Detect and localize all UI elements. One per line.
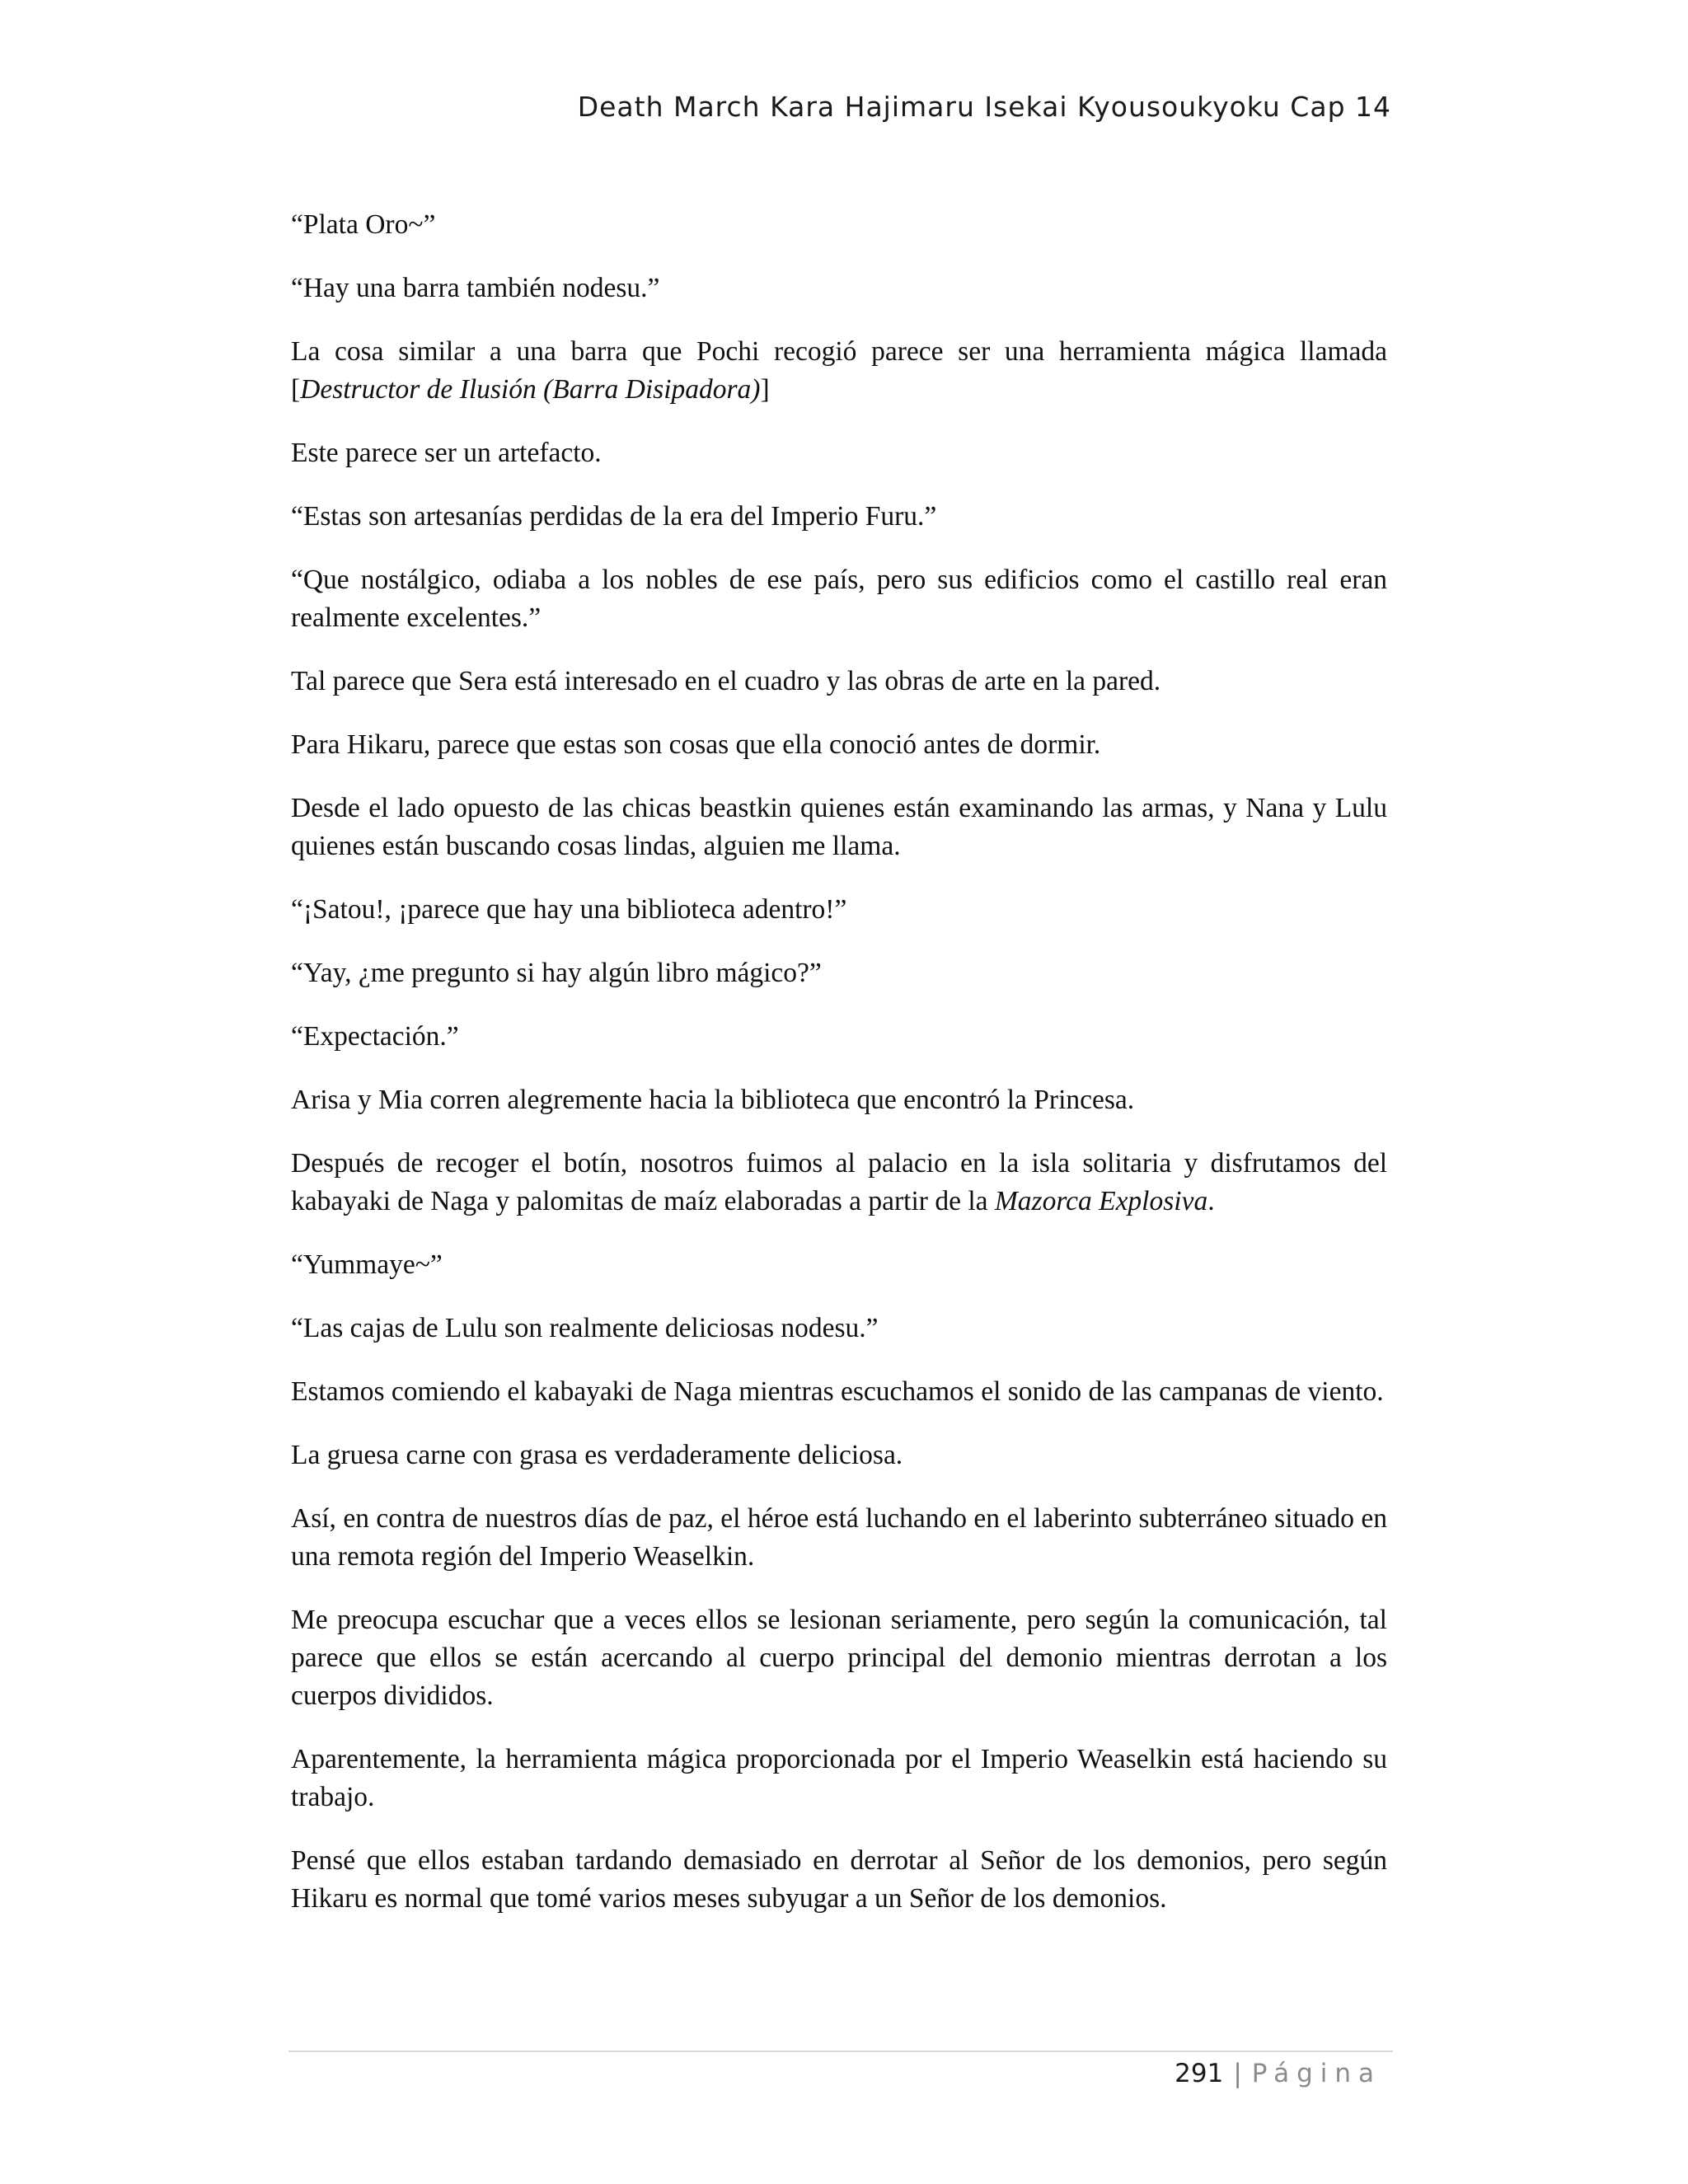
paragraph: “Las cajas de Lulu son realmente deliciosas nodesu.” bbox=[291, 1313, 879, 1343]
paragraph: Tal parece que Sera está interesado en el cuadro y las obras de arte en la pared. bbox=[291, 666, 1161, 696]
paragraph: “Yummaye~” bbox=[291, 1249, 443, 1280]
italic-term: Destructor de Ilusión (Barra Disipadora) bbox=[300, 374, 761, 405]
footer-divider bbox=[288, 2050, 1393, 2052]
page-footer bbox=[1175, 2059, 1381, 2088]
body-text bbox=[291, 206, 1387, 1943]
paragraph-text: Después de recoger el botín, nosotros fuimos al palacio en la isla solitaria y disfrutamos del kabayaki de Naga y palomitas de maíz elaboradas a partir de la bbox=[291, 1148, 1387, 1216]
paragraph: “¡Satou!, ¡parece que hay una biblioteca adentro!” bbox=[291, 894, 847, 925]
paragraph: Desde el lado opuesto de las chicas beastkin quienes están examinando las armas, y Nana y Lulu quienes están buscando cosas lindas, alguien me llama. bbox=[291, 793, 1387, 861]
italic-term: Mazorca Explosiva bbox=[994, 1186, 1208, 1216]
paragraph-text: La cosa similar a una barra que Pochi recogió parece ser una herramienta mágica llamada [ bbox=[291, 336, 1387, 405]
paragraph: “Expectación.” bbox=[291, 1021, 459, 1052]
paragraph: Estamos comiendo el kabayaki de Naga mientras escuchamos el sonido de las campanas de viento. bbox=[291, 1376, 1384, 1407]
paragraph: Aparentemente, la herramienta mágica proporcionada por el Imperio Weaselkin está haciendo su trabajo. bbox=[291, 1744, 1387, 1812]
paragraph: Así, en contra de nuestros días de paz, el héroe está luchando en el laberinto subterráneo situado en una remota región del Imperio Weaselkin. bbox=[291, 1503, 1387, 1572]
paragraph: “Estas son artesanías perdidas de la era del Imperio Furu.” bbox=[291, 501, 937, 532]
paragraph: “Que nostálgico, odiaba a los nobles de ese país, pero sus edificios como el castillo real eran realmente excelentes.” bbox=[291, 565, 1387, 633]
paragraph: Para Hikaru, parece que estas son cosas que ella conoció antes de dormir. bbox=[291, 729, 1101, 760]
page-label: Página bbox=[1251, 2059, 1381, 2088]
paragraph: Arisa y Mia corren alegremente hacia la biblioteca que encontró la Princesa. bbox=[291, 1085, 1135, 1115]
paragraph: Pensé que ellos estaban tardando demasiado en derrotar al Señor de los demonios, pero según Hikaru es normal que tomé varios meses subyugar a un Señor de los demonios. bbox=[291, 1845, 1387, 1914]
paragraph: “Hay una barra también nodesu.” bbox=[291, 273, 660, 303]
paragraph: “Yay, ¿me pregunto si hay algún libro mágico?” bbox=[291, 958, 822, 988]
paragraph: Me preocupa escuchar que a veces ellos se lesionan seriamente, pero según la comunicación, tal parece que ellos se están acercando al cuerpo principal del demonio mientras derrotan a los cuerpos divididos. bbox=[291, 1605, 1387, 1711]
paragraph: “Plata Oro~” bbox=[291, 209, 436, 240]
paragraph: Este parece ser un artefacto. bbox=[291, 438, 602, 468]
paragraph: La gruesa carne con grasa es verdaderamente deliciosa. bbox=[291, 1440, 903, 1470]
paragraph bbox=[291, 1145, 1387, 1221]
running-header: Death March Kara Hajimaru Isekai Kyousoukyoku Cap 14 bbox=[577, 91, 1391, 123]
paragraph-text: ] bbox=[760, 374, 770, 405]
paragraph bbox=[291, 333, 1387, 409]
page-number: 291 bbox=[1175, 2059, 1224, 2088]
paragraph-text: . bbox=[1207, 1186, 1215, 1216]
footer-separator: | bbox=[1233, 2059, 1242, 2088]
